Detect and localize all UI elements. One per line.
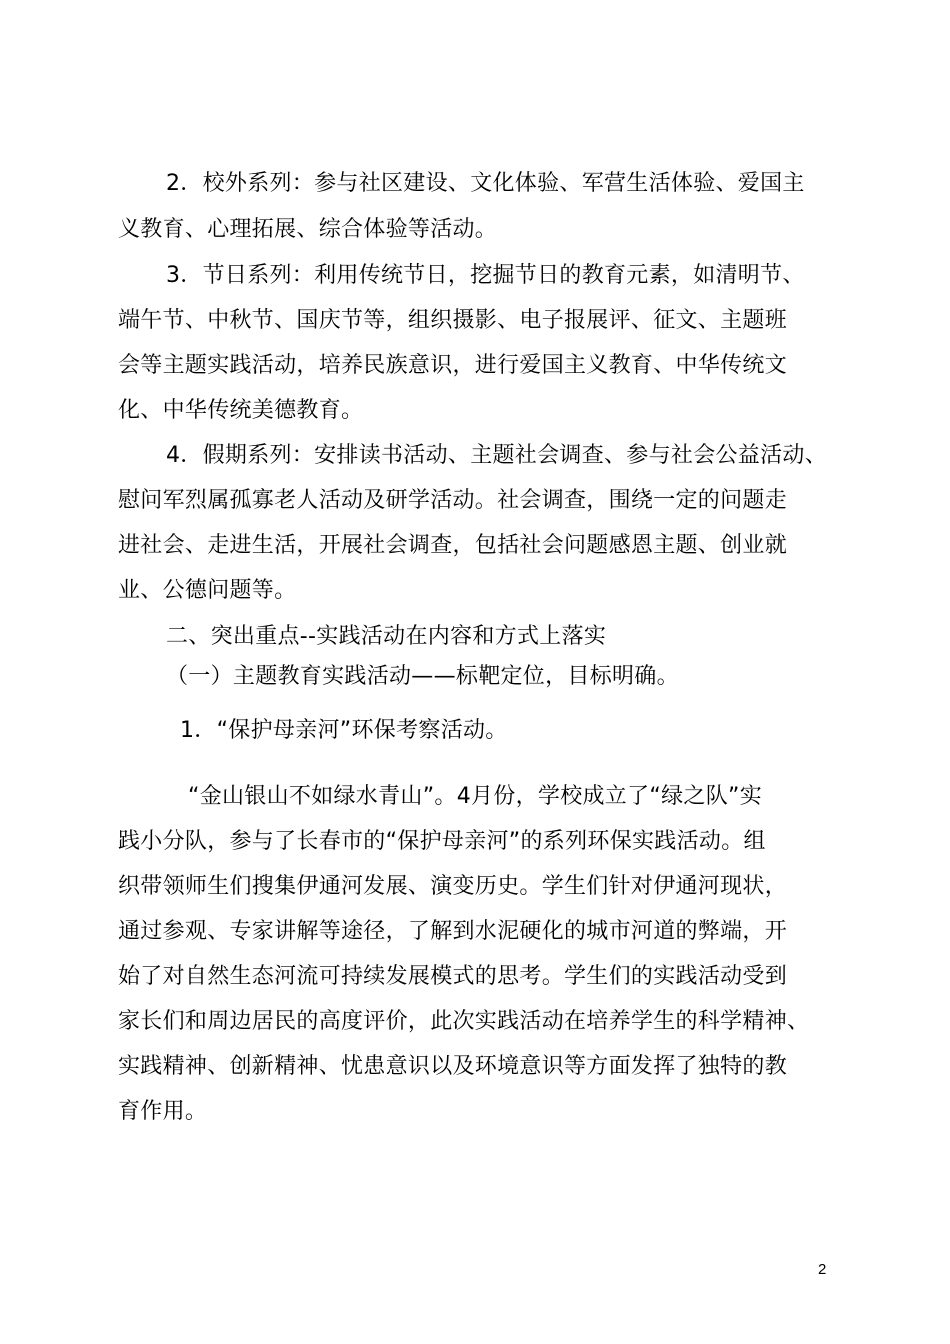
text-line: 家长们和周边居民的高度评价，此次实践活动在培养学生的科学精神、 (118, 1009, 810, 1034)
text-line: 践小分队，参与了长春市的“保护母亲河”的系列环保实践活动。组 (118, 829, 766, 854)
text-line: 通过参观、专家讲解等途径，了解到水泥硬化的城市河道的弊端，开 (118, 919, 788, 944)
text-line: 进社会、走进生活，开展社会调查，包括社会问题感恩主题、创业就 (118, 533, 788, 558)
page-number: 2 (818, 1261, 827, 1278)
item-heading: 1．“保护母亲河”环保考察活动。 (180, 718, 508, 743)
text-line: 端午节、中秋节、国庆节等，组织摄影、电子报展评、征文、主题班 (118, 308, 788, 333)
text-line: 业、公德问题等。 (118, 578, 297, 603)
text-line: 会等主题实践活动，培养民族意识，进行爱国主义教育、中华传统文 (118, 353, 788, 378)
text-line: 3．节日系列：利用传统节日，挖掘节日的教育元素，如清明节、 (166, 263, 805, 288)
text-line: 义教育、心理拓展、综合体验等活动。 (118, 217, 498, 242)
sub-heading: （一）主题教育实践活动——标靶定位，目标明确。 (166, 664, 679, 689)
text-line: 慰问军烈属孤寡老人活动及研学活动。社会调查，围绕一定的问题走 (118, 488, 788, 513)
text-line: “金山银山不如绿水青山”。4月份，学校成立了“绿之队”实 (188, 784, 762, 809)
text-line: 织带领师生们搜集伊通河发展、演变历史。学生们针对伊通河现状， (118, 874, 788, 899)
section-heading: 二、突出重点--实践活动在内容和方式上落实 (166, 624, 607, 649)
text-line: 实践精神、创新精神、忧患意识以及环境意识等方面发挥了独特的教 (118, 1054, 788, 1079)
text-line: 育作用。 (118, 1099, 208, 1124)
text-line: 2．校外系列：参与社区建设、文化体验、军营生活体验、爱国主 (166, 171, 805, 196)
text-line: 4．假期系列：安排读书活动、主题社会调查、参与社会公益活动、 (166, 443, 827, 468)
text-line: 化、中华传统美德教育。 (118, 398, 364, 423)
text-line: 始了对自然生态河流可持续发展模式的思考。学生们的实践活动受到 (118, 964, 788, 989)
